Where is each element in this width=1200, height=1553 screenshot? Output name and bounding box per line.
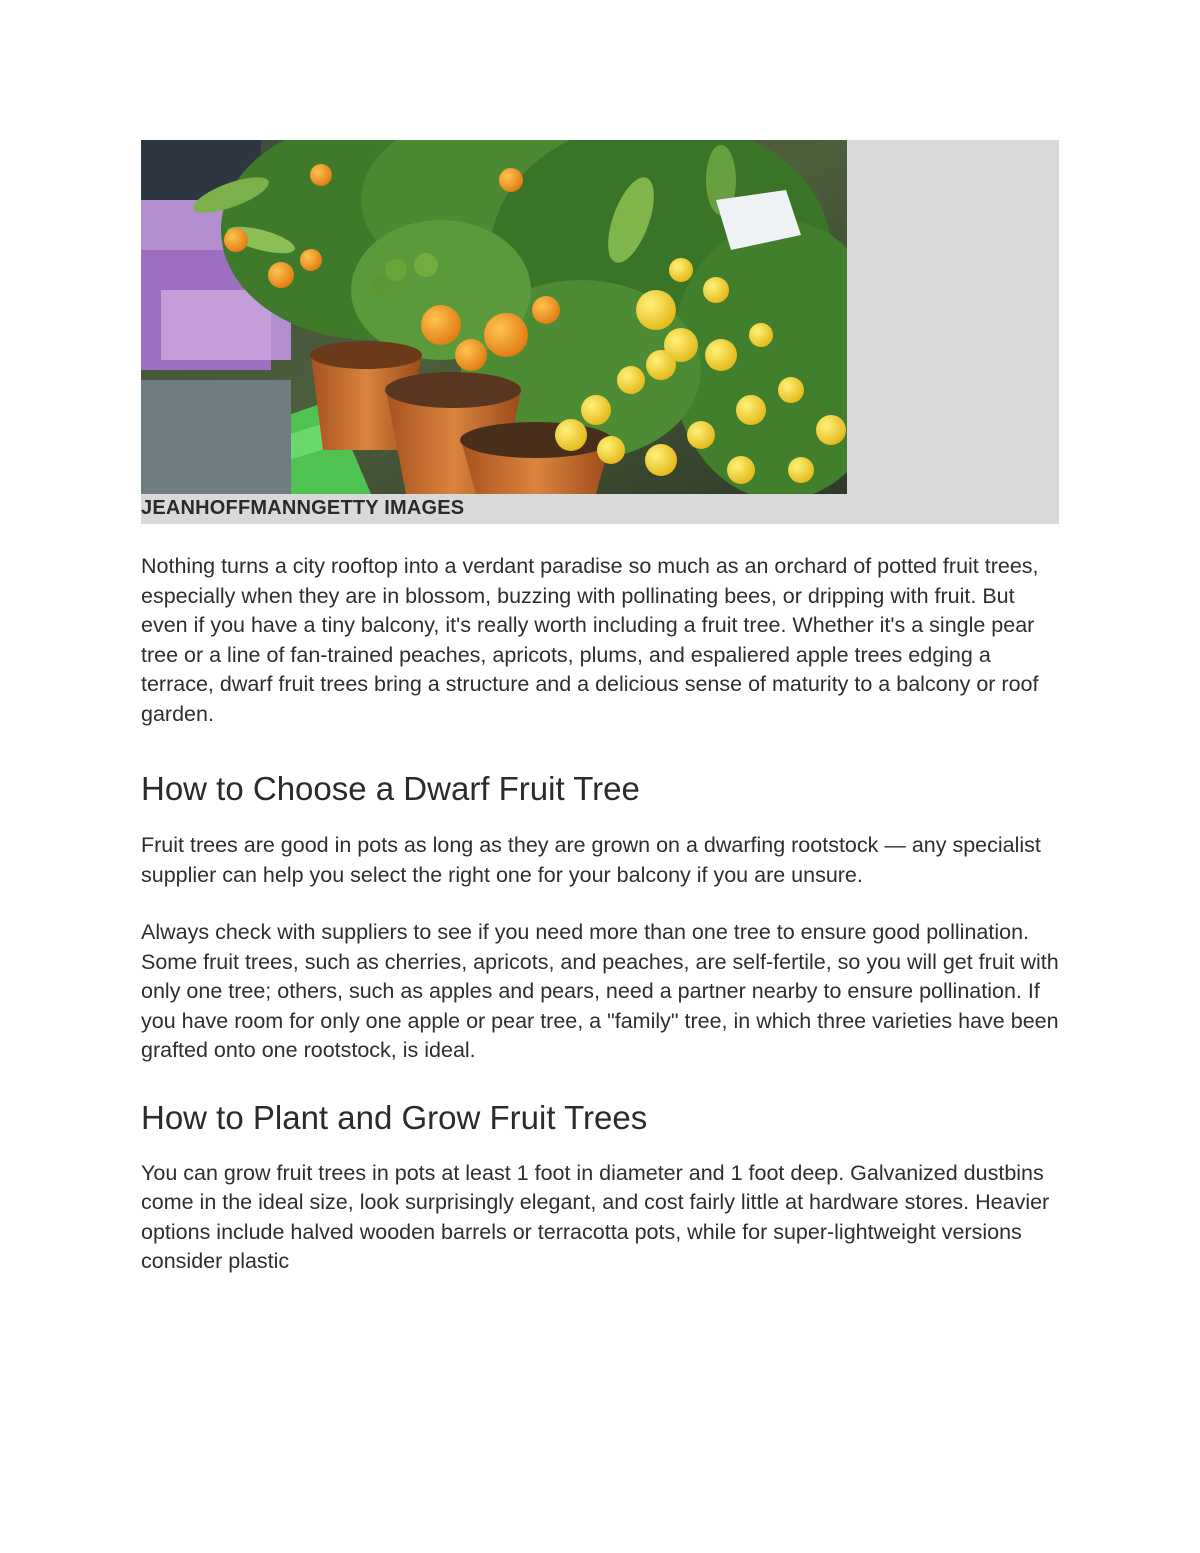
section-heading-choose: How to Choose a Dwarf Fruit Tree [141, 770, 640, 807]
figure [141, 140, 1059, 524]
section-heading-plant: How to Plant and Grow Fruit Trees [141, 1098, 648, 1136]
photo-credit: JEANHOFFMANNGETTY IMAGES [141, 497, 465, 519]
intro-paragraph: Nothing turns a city rooftop into a verdant paradise so much as an orchard of potted fruit trees, especially when they are in blossom, buzzing with pollinating bees, or dripping with fruit. But even if you have a tiny balcony, it's really worth including a fruit tree. Whether it's a single pear tree or a line of fan-trained peaches, apricots, plums, and espaliered apple trees edging a terrace, dwarf fruit trees bring a structure and a delicious sense of maturity to a balcony or roof garden. [141, 554, 1039, 726]
paragraph-choose-1: Fruit trees are good in pots as long as they are grown on a dwarfing rootstock — any specialist supplier can help you select the right one for your balcony if you are unsure. [141, 833, 1041, 887]
potted-citrus-trees-photo [141, 140, 847, 494]
paragraph-plant-1: You can grow fruit trees in pots at least 1 foot in diameter and 1 foot deep. Galvanized dustbins come in the ideal size, look surprisingly elegant, and cost fairly little at hardware stores. Heavier options include halved wooden barrels or terracotta pots, while for super-lightweight versions consider plastic [141, 1160, 1050, 1273]
paragraph-choose-2: Always check with suppliers to see if you need more than one tree to ensure good pollination. Some fruit trees, such as cherries, apricots, and peaches, are self-fertile, so you will get fruit with only one tree; others, such as apples and pears, need a partner nearby to ensure pollination. If you have room for only one apple or pear tree, a "family" tree, in which three varieties have been grafted onto one rootstock, is ideal. [141, 920, 1059, 1062]
article-page [141, 140, 1059, 1277]
